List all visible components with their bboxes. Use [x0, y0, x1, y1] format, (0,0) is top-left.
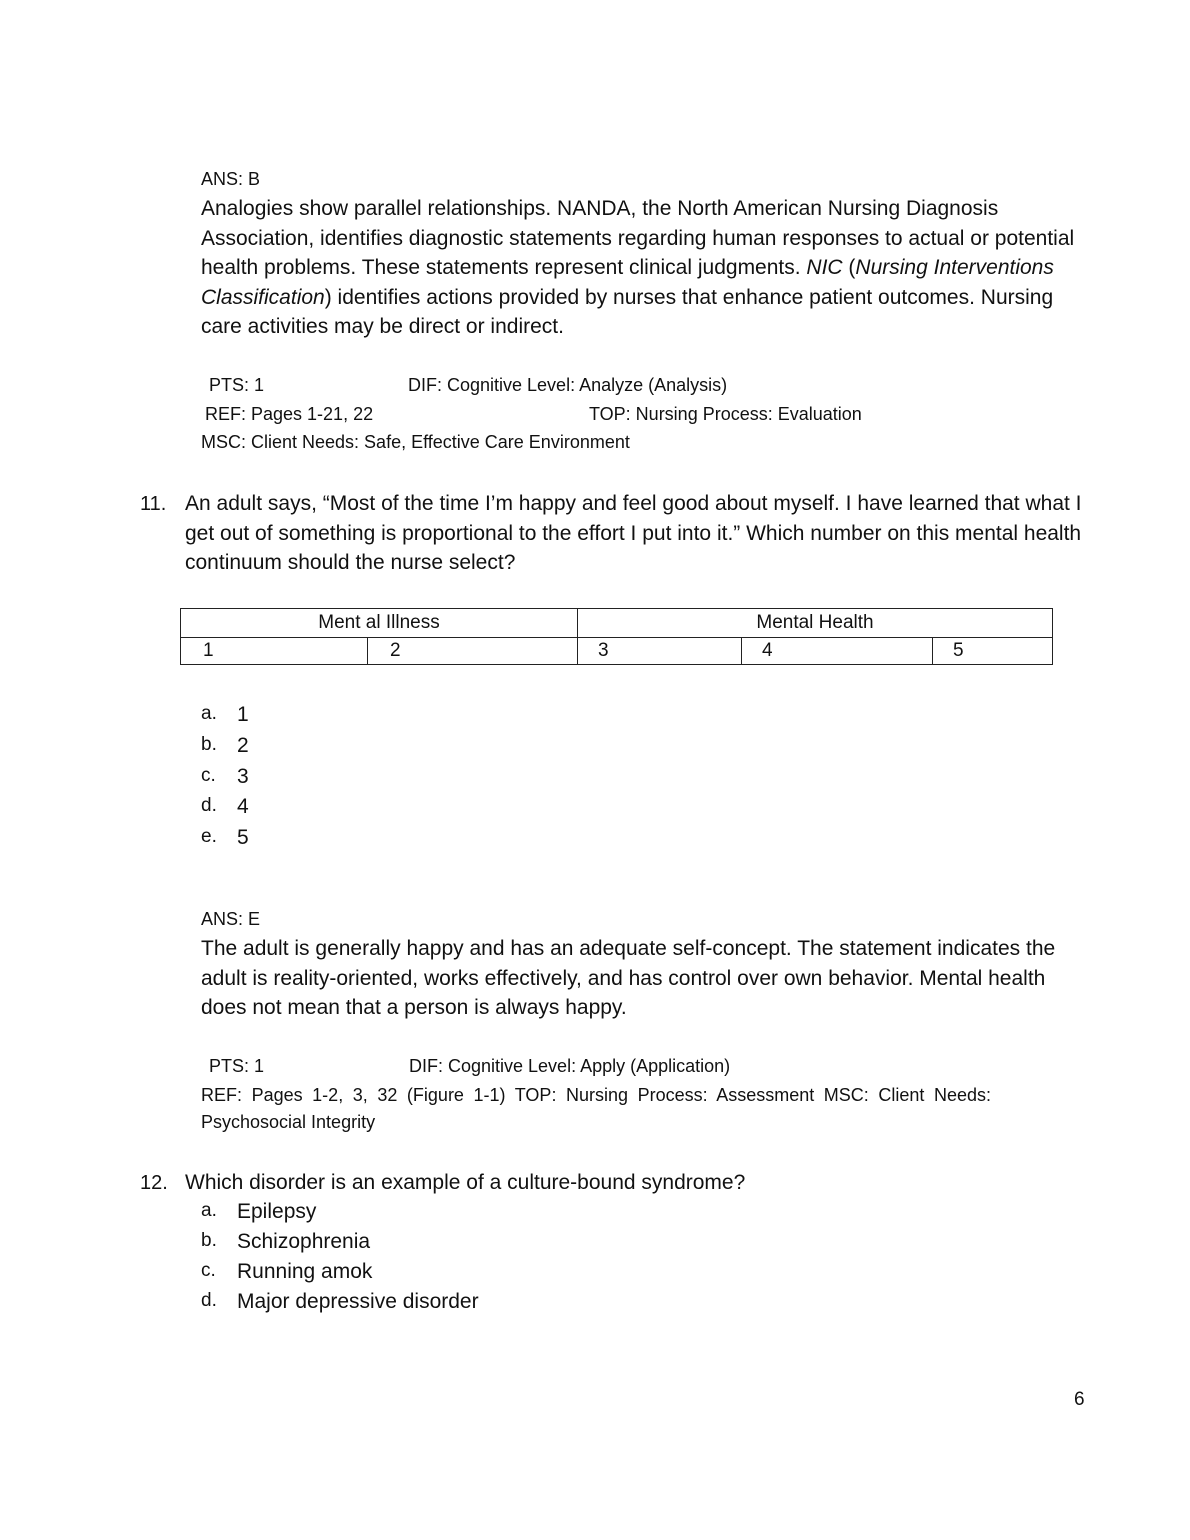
option-letter: a. [201, 1200, 217, 1221]
q11-ref-top-msc: REF: Pages 1-2, 3, 32 (Figure 1-1) TOP: Nursing Process: Assessment MSC: Client Needs: [201, 1085, 991, 1105]
option-text: 2 [237, 734, 249, 757]
continuum-number-row [181, 638, 1053, 665]
header-mental-illness: Ment al Illness [181, 609, 578, 638]
q10-rationale-text: Analogies show parallel relationships. NANDA, the North American Nursing Diagnosis Association, identifies diagnostic statements regarding human responses to actual or potential health problems. These statements represent clinical judgments. [201, 197, 1075, 279]
option-text: 5 [237, 826, 249, 849]
mental-health-continuum-table [180, 608, 1053, 665]
header-mental-health: Mental Health [578, 609, 1053, 638]
q10-pts: PTS: 1 [209, 375, 265, 395]
q10-msc: MSC: Client Needs: Safe, Effective Care Environment [201, 432, 630, 452]
q10-ref: REF: Pages 1-21, 22 [205, 404, 374, 424]
q11-dif: DIF: Cognitive Level: Apply (Application) [409, 1056, 731, 1076]
option-text: Running amok [237, 1260, 373, 1283]
q11-answer: ANS: E [201, 909, 261, 929]
q11-number: 11. [140, 493, 167, 515]
option-letter: c. [201, 765, 216, 786]
option-text: 4 [237, 795, 249, 818]
option-text: Epilepsy [237, 1200, 317, 1223]
q10-nic-full: Nursing Interventions Classification [201, 256, 1054, 309]
option-letter: d. [201, 1290, 217, 1311]
option-text: Schizophrenia [237, 1230, 371, 1253]
continuum-cell-5: 5 [933, 638, 1053, 665]
q10-answer: ANS: B [201, 169, 261, 189]
q10-nic-abbrev: NIC [806, 256, 843, 279]
option-text: 3 [237, 765, 249, 788]
page-number: 6 [1074, 1389, 1085, 1410]
q11-rationale: The adult is generally happy and has an adequate self-concept. The statement indicates the adult is reality-oriented, works effectively, and has control over own behavior. Mental health does not mean that a person is always happy. [201, 937, 1056, 1019]
q10-top: TOP: Nursing Process: Evaluation [589, 404, 862, 424]
option-letter: c. [201, 1260, 216, 1281]
continuum-cell-3: 3 [578, 638, 742, 665]
option-text: 1 [237, 703, 249, 726]
q12-question: Which disorder is an example of a culture-bound syndrome? [185, 1171, 746, 1194]
q11-msc-cont: Psychosocial Integrity [201, 1112, 376, 1132]
q11-pts: PTS: 1 [209, 1056, 265, 1076]
continuum-cell-4: 4 [742, 638, 933, 665]
q10-rationale [201, 194, 1091, 342]
q10-rationale-text-2: ) identifies actions provided by nurses that enhance patient outcomes. Nursing care activities may be direct or indirect. [201, 285, 1054, 338]
continuum-cell-2: 2 [368, 638, 578, 665]
q10-dif: DIF: Cognitive Level: Analyze (Analysis) [408, 375, 728, 395]
option-letter: d. [201, 795, 217, 816]
option-letter: b. [201, 734, 217, 755]
option-letter: a. [201, 703, 217, 724]
q12-number: 12. [140, 1172, 168, 1194]
q11-question: An adult says, “Most of the time I’m happy and feel good about myself. I have learned that what I get out of something is proportional to the effort I put into it.” Which number on this mental health continuum should the nurse select? [185, 492, 1082, 574]
continuum-cell-1: 1 [181, 638, 368, 665]
option-text: Major depressive disorder [237, 1290, 479, 1313]
q10-paren-open: ( [842, 256, 856, 279]
option-letter: e. [201, 826, 217, 847]
option-letter: b. [201, 1230, 217, 1251]
continuum-header-row [181, 609, 1053, 638]
